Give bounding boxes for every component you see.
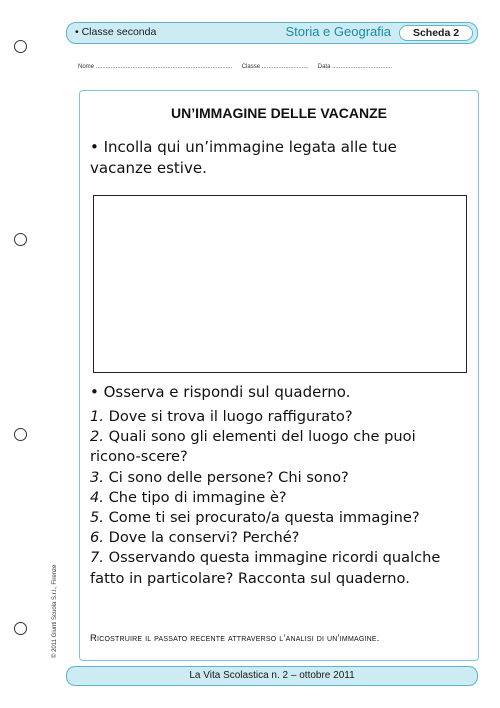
questions-instruction: • Osserva e rispondi sul quaderno. <box>90 383 351 401</box>
question-item: 3. Ci sono delle persone? Chi sono? <box>90 468 349 486</box>
image-paste-area <box>93 195 467 373</box>
name-field: Nome .................................................................................. <box>78 64 233 70</box>
question-item: 4. Che tipo di immagine è? <box>90 488 287 506</box>
worksheet-number: Scheda 2 <box>399 25 473 41</box>
learning-objective: Ricostruire il passato recente attraverso l’analisi di un’immagine. <box>90 633 380 644</box>
worksheet-title: UN’IMMAGINE DELLE VACANZE <box>171 105 387 121</box>
class-label: • Classe seconda <box>75 26 157 38</box>
subject-title: Storia e Geografia <box>285 24 391 39</box>
question-item: 1. Dove si trova il luogo raffigurato? <box>90 408 353 425</box>
binder-hole <box>14 40 27 53</box>
question-item: 2. Quali sono gli elementi del luogo che puoi ricono-scere? <box>90 428 416 466</box>
question-item: 7. Osservando questa immagine ricordi qualche fatto in particolare? Racconta sul quaderno. <box>90 549 441 587</box>
student-fields <box>78 64 478 70</box>
binder-hole <box>14 622 27 635</box>
footer-bar: La Vita Scolastica n. 2 – ottobre 2011 <box>66 666 478 686</box>
question-item: 5. Come ti sei procurato/a questa immagine? <box>90 509 420 527</box>
binder-hole <box>14 233 27 246</box>
question-list <box>90 407 470 589</box>
paste-instruction: • Incolla qui un’immagine legata alle tue vacanze estive. <box>90 138 397 177</box>
binder-hole <box>14 428 27 441</box>
copyright-notice: © 2011 Giunti Scuola S.r.l., Firenze <box>52 564 58 658</box>
worksheet-frame <box>79 90 479 661</box>
header-bar <box>66 22 478 44</box>
date-field: Data .................................... <box>317 64 393 70</box>
question-item: 6. Dove la conservi? Perché? <box>90 529 300 547</box>
class-field: Classe ............................ <box>241 64 309 70</box>
